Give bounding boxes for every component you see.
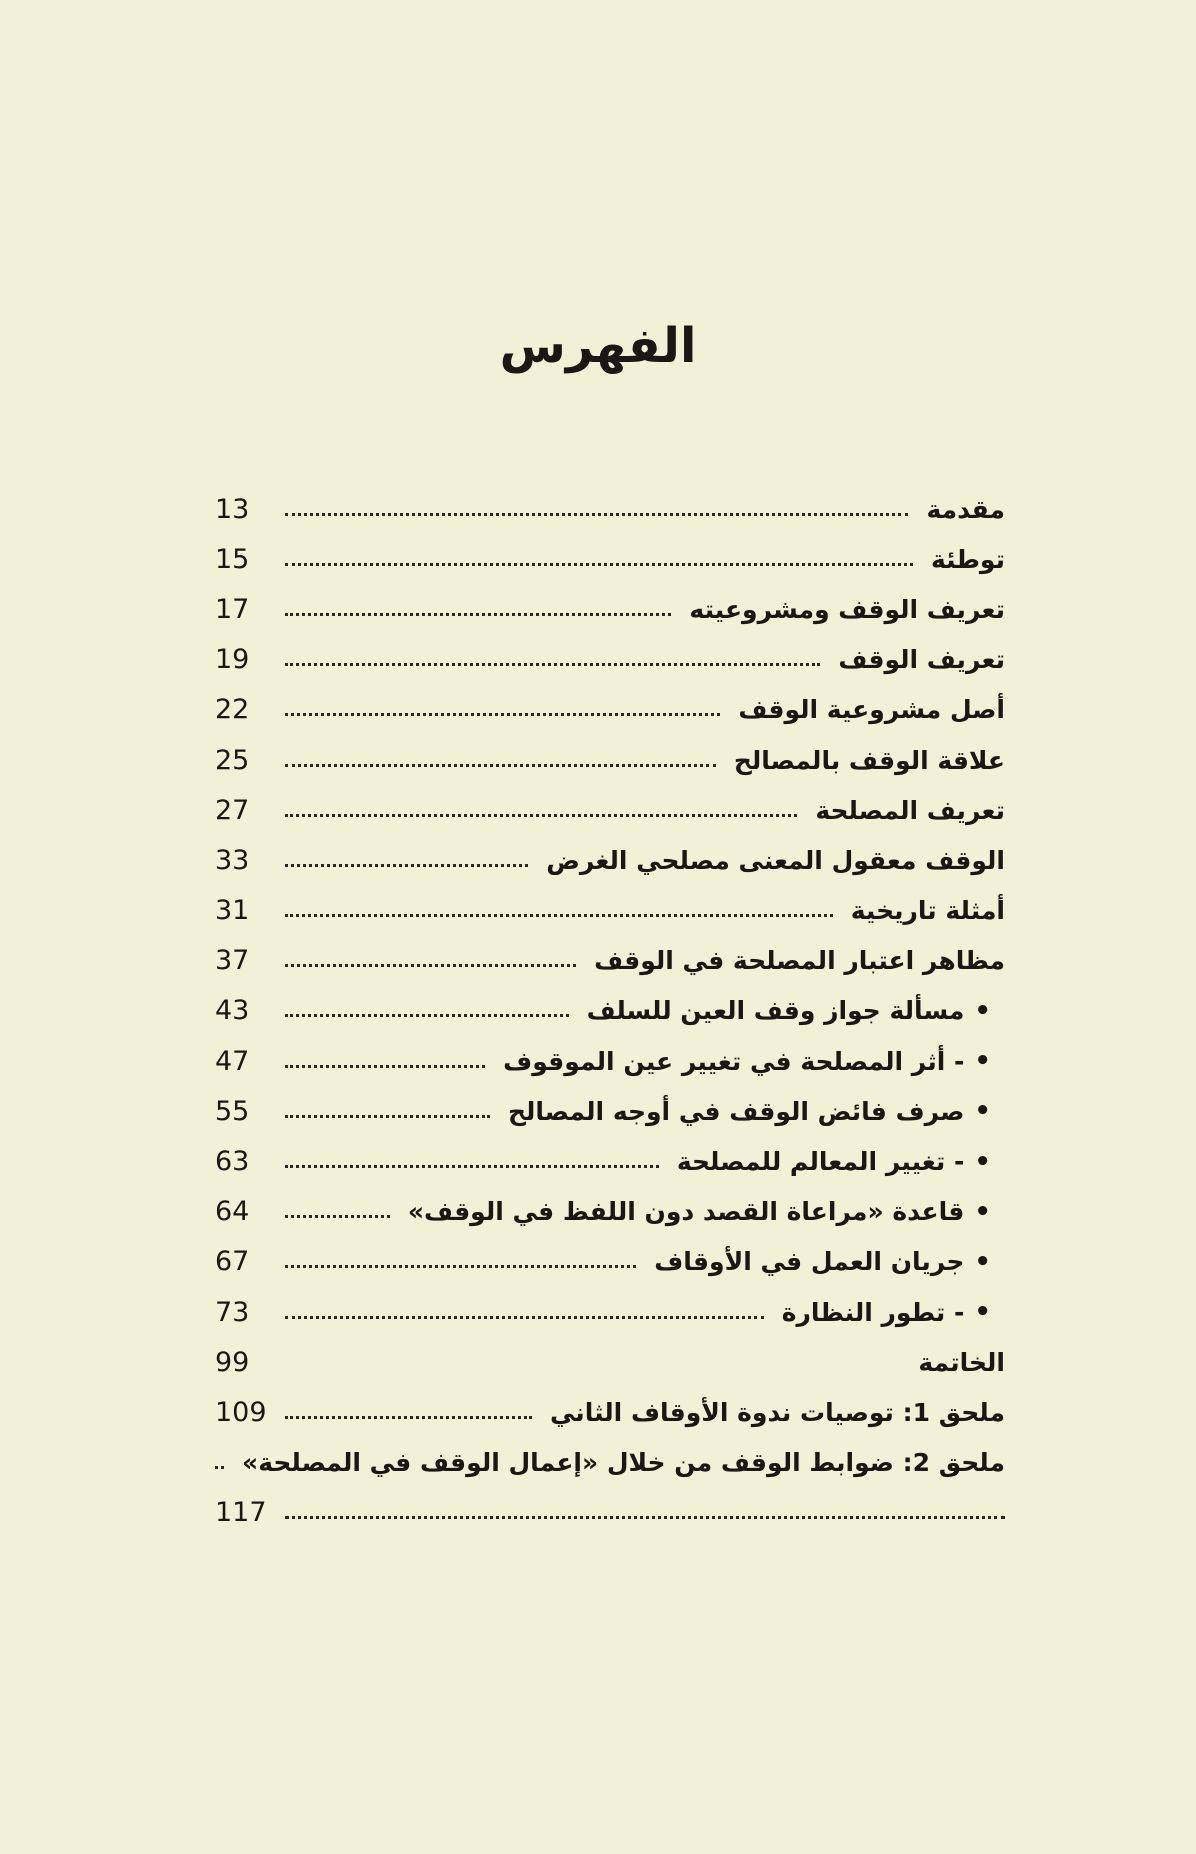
toc-entry[interactable]: [215, 886, 1005, 936]
toc-page-number: 19: [215, 644, 250, 676]
toc-page-number: 37: [215, 945, 250, 977]
bullet-icon: •: [974, 1196, 991, 1227]
toc-entry-label: أمثلة تاريخية: [850, 896, 1005, 926]
toc-subentry[interactable]: [215, 1036, 991, 1086]
toc-entry[interactable]: [215, 735, 1005, 785]
toc-page-number: 55: [215, 1095, 250, 1127]
toc-page-number: 43: [215, 995, 250, 1027]
dot-leader: [285, 814, 797, 817]
dot-leader: [285, 563, 913, 566]
bullet-icon: •: [974, 1046, 991, 1077]
toc-page-number: 22: [215, 694, 250, 726]
dot-leader: [285, 713, 720, 716]
toc-entry-label: صرف فائض الوقف في أوجه المصالح: [507, 1096, 965, 1126]
toc-entry[interactable]: [215, 1387, 1005, 1437]
toc-page-number: 31: [215, 895, 250, 927]
toc-entry[interactable]: [215, 1438, 1005, 1488]
dot-leader: [285, 1014, 569, 1017]
toc-entry-label: مظاهر اعتبار المصلحة في الوقف: [594, 946, 1005, 976]
dot-leader: [285, 764, 716, 767]
toc-subentry[interactable]: [215, 1136, 991, 1186]
toc-entry[interactable]: [215, 835, 1005, 885]
toc-entry[interactable]: [215, 635, 1005, 685]
toc-page-number: 63: [215, 1146, 250, 1178]
toc-page-number: 117: [215, 1497, 267, 1529]
toc-page-number: 109: [215, 1396, 267, 1428]
dot-leader: [285, 1416, 532, 1419]
dot-leader: [285, 964, 576, 967]
toc-entry[interactable]: [215, 584, 1005, 634]
toc-entry-label: الخاتمة: [918, 1347, 1005, 1377]
toc-entry-label: مقدمة: [926, 494, 1005, 524]
toc-entry-label: توطئة: [931, 544, 1005, 574]
toc-entry[interactable]: [215, 484, 1005, 534]
toc-entry-label: - أثر المصلحة في تغيير عين الموقوف: [503, 1046, 965, 1076]
toc-page-number: 64: [215, 1196, 250, 1228]
toc-entry-label: - تغيير المعالم للمصلحة: [676, 1147, 965, 1177]
bullet-icon: •: [974, 995, 991, 1026]
dot-leader: [285, 513, 908, 516]
dot-leader: [285, 1366, 900, 1369]
dot-leader: [285, 1215, 390, 1218]
toc-entry-label: تعريف الوقف ومشروعيته: [689, 594, 1005, 624]
dot-leader: [285, 864, 528, 867]
toc-entry-label: ملحق 2: ضوابط الوقف من خلال «إعمال الوقف في المصلحة»: [242, 1448, 1005, 1478]
dot-leader: [285, 914, 833, 917]
bullet-icon: •: [974, 1297, 991, 1328]
toc-entry[interactable]: [215, 685, 1005, 735]
dot-leader: [215, 1466, 224, 1469]
table-of-contents: [215, 484, 1005, 1538]
toc-page-number: 17: [215, 593, 250, 625]
bullet-icon: •: [974, 1146, 991, 1177]
toc-page-number: 33: [215, 844, 250, 876]
bullet-icon: •: [974, 1096, 991, 1127]
toc-subentry[interactable]: [215, 986, 991, 1036]
toc-page-number: 15: [215, 543, 250, 575]
toc-subentry[interactable]: [215, 1237, 991, 1287]
dot-leader: [285, 1065, 485, 1068]
toc-subentry[interactable]: [215, 1187, 991, 1237]
toc-entry[interactable]: [215, 936, 1005, 986]
toc-entry[interactable]: [215, 1337, 1005, 1387]
toc-subentry[interactable]: [215, 1086, 991, 1136]
toc-entry-label: تعريف المصلحة: [815, 795, 1005, 825]
dot-leader: [285, 663, 820, 666]
toc-entry-label: الوقف معقول المعنى مصلحي الغرض: [546, 845, 1005, 875]
toc-page-number: 27: [215, 794, 250, 826]
toc-entry-label: تعريف الوقف: [838, 645, 1005, 675]
toc-page-number: 73: [215, 1296, 250, 1328]
toc-page-number: 25: [215, 744, 250, 776]
toc-entry-label: أصل مشروعية الوقف: [738, 695, 1005, 725]
toc-page-number: 99: [215, 1346, 250, 1378]
page-title: الفهرس: [499, 318, 697, 374]
toc-page-number: 67: [215, 1246, 250, 1278]
dot-leader: [285, 1165, 659, 1168]
toc-entry-label: مسألة جواز وقف العين للسلف: [586, 996, 965, 1026]
toc-entry[interactable]: [215, 534, 1005, 584]
toc-entry-label: - تطور النظارة: [781, 1297, 965, 1327]
toc-entry-label: جريان العمل في الأوقاف: [654, 1247, 965, 1277]
toc-page-number: 13: [215, 493, 250, 525]
dot-leader: [285, 1265, 636, 1268]
toc-page-number: 47: [215, 1045, 250, 1077]
dot-leader: [285, 1115, 490, 1118]
dot-leader: [285, 1316, 764, 1319]
toc-entry-label: ملحق 1: توصيات ندوة الأوقاف الثاني: [550, 1397, 1005, 1427]
dot-leader: [285, 1516, 1005, 1519]
toc-entry-label: قاعدة «مراعاة القصد دون اللفظ في الوقف»: [407, 1197, 965, 1227]
bullet-icon: •: [974, 1246, 991, 1277]
toc-entry[interactable]: [215, 785, 1005, 835]
toc-entry-label: علاقة الوقف بالمصالح: [733, 745, 1005, 775]
toc-entry-continuation: [215, 1488, 1005, 1538]
toc-subentry[interactable]: [215, 1287, 991, 1337]
dot-leader: [285, 613, 671, 616]
